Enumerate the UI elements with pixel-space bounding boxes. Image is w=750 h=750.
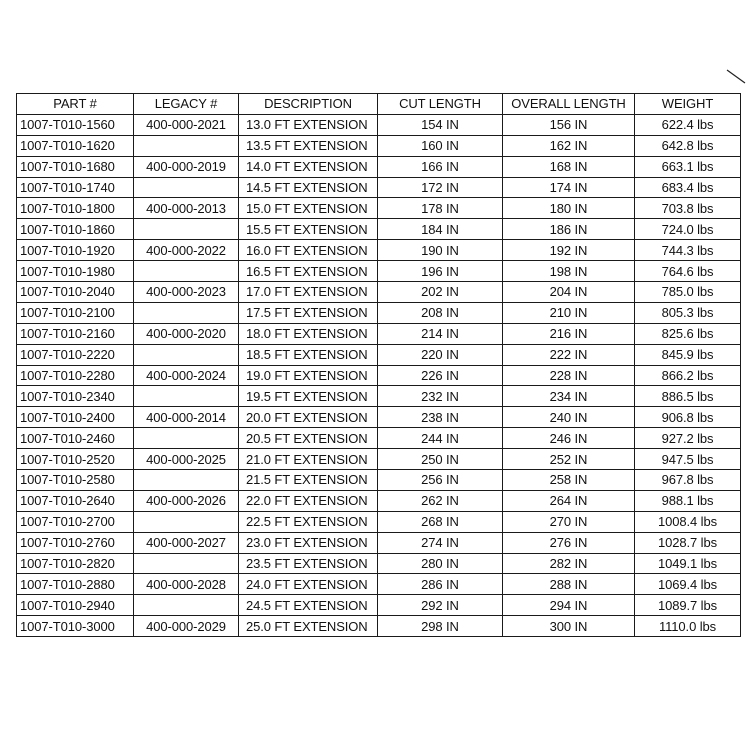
- cell-weight: 825.6 lbs: [635, 323, 741, 344]
- cell-overall-length: 174 IN: [503, 177, 635, 198]
- cell-part-number: 1007-T010-2160: [17, 323, 134, 344]
- cell-part-number: 1007-T010-1680: [17, 156, 134, 177]
- cell-part-number: 1007-T010-2640: [17, 490, 134, 511]
- cell-cut-length: 184 IN: [378, 219, 503, 240]
- table-row: [17, 574, 741, 595]
- cell-legacy-number: 400-000-2026: [134, 490, 239, 511]
- cell-overall-length: 198 IN: [503, 261, 635, 282]
- table-row: [17, 302, 741, 323]
- cell-weight: 947.5 lbs: [635, 449, 741, 470]
- cell-overall-length: 252 IN: [503, 449, 635, 470]
- cell-overall-length: 276 IN: [503, 532, 635, 553]
- cell-overall-length: 186 IN: [503, 219, 635, 240]
- cell-cut-length: 214 IN: [378, 323, 503, 344]
- cell-cut-length: 244 IN: [378, 428, 503, 449]
- table-row: [17, 282, 741, 303]
- cell-weight: 663.1 lbs: [635, 156, 741, 177]
- cell-legacy-number: 400-000-2019: [134, 156, 239, 177]
- cell-cut-length: 250 IN: [378, 449, 503, 470]
- cell-legacy-number: 400-000-2013: [134, 198, 239, 219]
- cell-weight: 1110.0 lbs: [635, 616, 741, 637]
- cell-part-number: 1007-T010-2460: [17, 428, 134, 449]
- cell-weight: 967.8 lbs: [635, 470, 741, 491]
- cell-weight: 1028.7 lbs: [635, 532, 741, 553]
- cell-part-number: 1007-T010-1980: [17, 261, 134, 282]
- table-row: [17, 114, 741, 135]
- table-row: [17, 595, 741, 616]
- cell-description: 19.0 FT EXTENSION: [239, 365, 378, 386]
- cell-part-number: 1007-T010-2520: [17, 449, 134, 470]
- cell-cut-length: 166 IN: [378, 156, 503, 177]
- cell-description: 14.0 FT EXTENSION: [239, 156, 378, 177]
- header-description: DESCRIPTION: [239, 94, 378, 115]
- table-row: [17, 428, 741, 449]
- cell-overall-length: 228 IN: [503, 365, 635, 386]
- cell-part-number: 1007-T010-2580: [17, 470, 134, 491]
- cell-cut-length: 238 IN: [378, 407, 503, 428]
- cell-description: 15.5 FT EXTENSION: [239, 219, 378, 240]
- cell-cut-length: 286 IN: [378, 574, 503, 595]
- cell-overall-length: 258 IN: [503, 470, 635, 491]
- table-row: [17, 490, 741, 511]
- table-body: [17, 114, 741, 636]
- table-row: [17, 261, 741, 282]
- cell-cut-length: 232 IN: [378, 386, 503, 407]
- cell-part-number: 1007-T010-2100: [17, 302, 134, 323]
- cell-part-number: 1007-T010-2760: [17, 532, 134, 553]
- cell-cut-length: 160 IN: [378, 135, 503, 156]
- cell-part-number: 1007-T010-2220: [17, 344, 134, 365]
- cell-legacy-number: 400-000-2025: [134, 449, 239, 470]
- cell-legacy-number: [134, 428, 239, 449]
- cell-cut-length: 178 IN: [378, 198, 503, 219]
- cell-description: 23.0 FT EXTENSION: [239, 532, 378, 553]
- cell-cut-length: 298 IN: [378, 616, 503, 637]
- table-header-row: [17, 94, 741, 115]
- header-legacy-number: LEGACY #: [134, 94, 239, 115]
- cell-part-number: 1007-T010-2940: [17, 595, 134, 616]
- cell-overall-length: 270 IN: [503, 511, 635, 532]
- cell-cut-length: 262 IN: [378, 490, 503, 511]
- cell-legacy-number: [134, 595, 239, 616]
- cell-weight: 724.0 lbs: [635, 219, 741, 240]
- cell-legacy-number: [134, 302, 239, 323]
- cell-cut-length: 202 IN: [378, 282, 503, 303]
- cell-overall-length: 246 IN: [503, 428, 635, 449]
- table-row: [17, 365, 741, 386]
- table-row: [17, 156, 741, 177]
- cell-cut-length: 226 IN: [378, 365, 503, 386]
- table-row: [17, 616, 741, 637]
- cell-weight: 1008.4 lbs: [635, 511, 741, 532]
- cell-description: 14.5 FT EXTENSION: [239, 177, 378, 198]
- cell-legacy-number: [134, 386, 239, 407]
- cell-weight: 683.4 lbs: [635, 177, 741, 198]
- cell-cut-length: 256 IN: [378, 470, 503, 491]
- cell-part-number: 1007-T010-2700: [17, 511, 134, 532]
- cell-overall-length: 216 IN: [503, 323, 635, 344]
- cell-part-number: 1007-T010-2280: [17, 365, 134, 386]
- cell-description: 21.0 FT EXTENSION: [239, 449, 378, 470]
- cell-overall-length: 204 IN: [503, 282, 635, 303]
- cell-weight: 1089.7 lbs: [635, 595, 741, 616]
- cell-description: 17.0 FT EXTENSION: [239, 282, 378, 303]
- cell-description: 20.0 FT EXTENSION: [239, 407, 378, 428]
- cell-weight: 764.6 lbs: [635, 261, 741, 282]
- cell-legacy-number: 400-000-2020: [134, 323, 239, 344]
- cell-description: 19.5 FT EXTENSION: [239, 386, 378, 407]
- cell-description: 15.0 FT EXTENSION: [239, 198, 378, 219]
- cell-part-number: 1007-T010-2040: [17, 282, 134, 303]
- cell-part-number: 1007-T010-2400: [17, 407, 134, 428]
- cell-legacy-number: 400-000-2022: [134, 240, 239, 261]
- cell-weight: 622.4 lbs: [635, 114, 741, 135]
- cell-overall-length: 240 IN: [503, 407, 635, 428]
- table-row: [17, 177, 741, 198]
- table-row: [17, 511, 741, 532]
- header-weight: WEIGHT: [635, 94, 741, 115]
- table-row: [17, 135, 741, 156]
- table-row: [17, 344, 741, 365]
- cell-part-number: 1007-T010-3000: [17, 616, 134, 637]
- cell-description: 25.0 FT EXTENSION: [239, 616, 378, 637]
- table-row: [17, 219, 741, 240]
- cell-part-number: 1007-T010-2820: [17, 553, 134, 574]
- cell-weight: 744.3 lbs: [635, 240, 741, 261]
- cell-weight: 1049.1 lbs: [635, 553, 741, 574]
- cell-description: 24.5 FT EXTENSION: [239, 595, 378, 616]
- cell-description: 18.0 FT EXTENSION: [239, 323, 378, 344]
- cell-part-number: 1007-T010-1620: [17, 135, 134, 156]
- cell-description: 20.5 FT EXTENSION: [239, 428, 378, 449]
- cell-part-number: 1007-T010-1560: [17, 114, 134, 135]
- cell-part-number: 1007-T010-1740: [17, 177, 134, 198]
- cell-part-number: 1007-T010-2880: [17, 574, 134, 595]
- table-row: [17, 532, 741, 553]
- cell-overall-length: 282 IN: [503, 553, 635, 574]
- cell-weight: 1069.4 lbs: [635, 574, 741, 595]
- cell-legacy-number: [134, 177, 239, 198]
- cell-overall-length: 210 IN: [503, 302, 635, 323]
- cell-cut-length: 268 IN: [378, 511, 503, 532]
- cell-legacy-number: [134, 261, 239, 282]
- cell-weight: 988.1 lbs: [635, 490, 741, 511]
- cell-legacy-number: [134, 553, 239, 574]
- cell-part-number: 1007-T010-2340: [17, 386, 134, 407]
- extension-spec-table: [16, 93, 741, 637]
- cell-weight: 906.8 lbs: [635, 407, 741, 428]
- pen-stroke-mark: [726, 68, 746, 86]
- cell-legacy-number: [134, 344, 239, 365]
- cell-description: 22.0 FT EXTENSION: [239, 490, 378, 511]
- cell-description: 22.5 FT EXTENSION: [239, 511, 378, 532]
- cell-legacy-number: 400-000-2014: [134, 407, 239, 428]
- cell-cut-length: 172 IN: [378, 177, 503, 198]
- cell-overall-length: 192 IN: [503, 240, 635, 261]
- cell-description: 21.5 FT EXTENSION: [239, 470, 378, 491]
- table-row: [17, 407, 741, 428]
- cell-weight: 866.2 lbs: [635, 365, 741, 386]
- cell-description: 24.0 FT EXTENSION: [239, 574, 378, 595]
- cell-overall-length: 156 IN: [503, 114, 635, 135]
- cell-part-number: 1007-T010-1860: [17, 219, 134, 240]
- cell-description: 18.5 FT EXTENSION: [239, 344, 378, 365]
- cell-description: 23.5 FT EXTENSION: [239, 553, 378, 574]
- cell-overall-length: 234 IN: [503, 386, 635, 407]
- cell-overall-length: 294 IN: [503, 595, 635, 616]
- cell-part-number: 1007-T010-1920: [17, 240, 134, 261]
- cell-overall-length: 168 IN: [503, 156, 635, 177]
- cell-weight: 927.2 lbs: [635, 428, 741, 449]
- table-row: [17, 553, 741, 574]
- cell-cut-length: 292 IN: [378, 595, 503, 616]
- cell-overall-length: 264 IN: [503, 490, 635, 511]
- table-row: [17, 449, 741, 470]
- cell-weight: 845.9 lbs: [635, 344, 741, 365]
- cell-cut-length: 208 IN: [378, 302, 503, 323]
- cell-part-number: 1007-T010-1800: [17, 198, 134, 219]
- cell-description: 13.5 FT EXTENSION: [239, 135, 378, 156]
- cell-weight: 642.8 lbs: [635, 135, 741, 156]
- cell-legacy-number: [134, 470, 239, 491]
- header-part-number: PART #: [17, 94, 134, 115]
- cell-weight: 703.8 lbs: [635, 198, 741, 219]
- cell-legacy-number: 400-000-2028: [134, 574, 239, 595]
- cell-legacy-number: [134, 135, 239, 156]
- cell-legacy-number: 400-000-2029: [134, 616, 239, 637]
- cell-legacy-number: [134, 511, 239, 532]
- table-row: [17, 198, 741, 219]
- table-row: [17, 470, 741, 491]
- cell-overall-length: 288 IN: [503, 574, 635, 595]
- cell-legacy-number: 400-000-2027: [134, 532, 239, 553]
- cell-cut-length: 274 IN: [378, 532, 503, 553]
- cell-cut-length: 190 IN: [378, 240, 503, 261]
- cell-overall-length: 222 IN: [503, 344, 635, 365]
- header-cut-length: CUT LENGTH: [378, 94, 503, 115]
- cell-description: 16.5 FT EXTENSION: [239, 261, 378, 282]
- cell-legacy-number: [134, 219, 239, 240]
- cell-description: 13.0 FT EXTENSION: [239, 114, 378, 135]
- cell-cut-length: 220 IN: [378, 344, 503, 365]
- cell-overall-length: 162 IN: [503, 135, 635, 156]
- cell-legacy-number: 400-000-2024: [134, 365, 239, 386]
- cell-cut-length: 280 IN: [378, 553, 503, 574]
- cell-weight: 805.3 lbs: [635, 302, 741, 323]
- table-row: [17, 323, 741, 344]
- cell-weight: 886.5 lbs: [635, 386, 741, 407]
- cell-cut-length: 196 IN: [378, 261, 503, 282]
- cell-description: 16.0 FT EXTENSION: [239, 240, 378, 261]
- cell-description: 17.5 FT EXTENSION: [239, 302, 378, 323]
- cell-legacy-number: 400-000-2021: [134, 114, 239, 135]
- table-row: [17, 386, 741, 407]
- table-row: [17, 240, 741, 261]
- cell-cut-length: 154 IN: [378, 114, 503, 135]
- cell-overall-length: 180 IN: [503, 198, 635, 219]
- cell-legacy-number: 400-000-2023: [134, 282, 239, 303]
- header-overall-length: OVERALL LENGTH: [503, 94, 635, 115]
- cell-weight: 785.0 lbs: [635, 282, 741, 303]
- cell-overall-length: 300 IN: [503, 616, 635, 637]
